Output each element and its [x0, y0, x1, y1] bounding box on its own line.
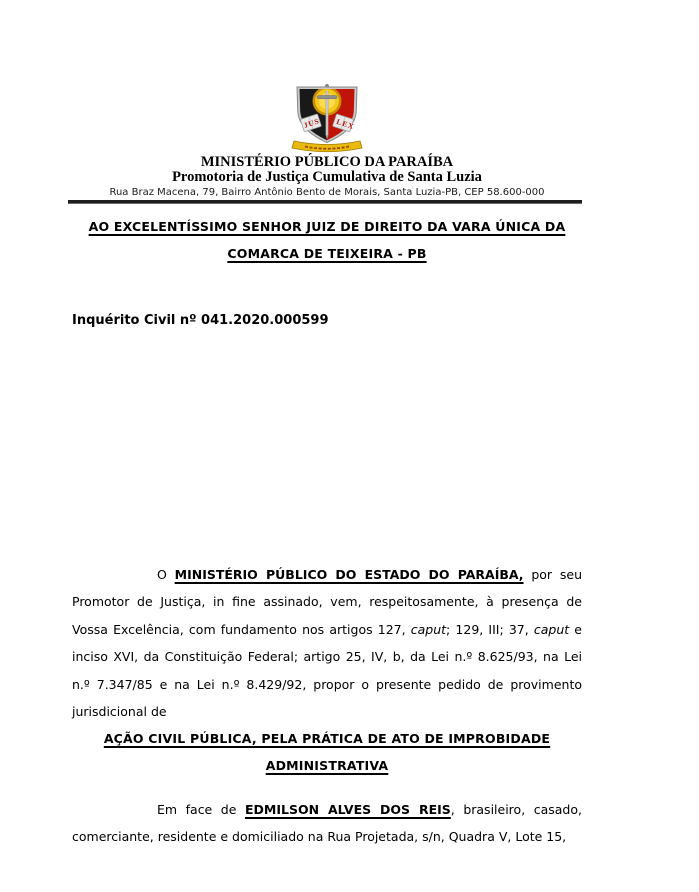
addressee-heading — [72, 213, 582, 267]
text-segment: e inciso XVI, da Constituição Federal; artigo 25, IV, b, da Lei n.º 8.625/93, na Lei n.º 7.347/85 e na Lei n.º 8.429/92, propor o presente pedido de provimento jurisdicional de — [72, 621, 582, 720]
addressee-line-2: COMARCA DE TEIXEIRA - PB — [227, 246, 427, 261]
org-address: Rua Braz Macena, 79, Bairro Antônio Bento de Morais, Santa Luzia-PB, CEP 58.600-000 — [109, 187, 545, 198]
emblem-book-left-text: JUS — [302, 116, 321, 130]
addressee-line-1: AO EXCELENTÍSSIMO SENHOR JUIZ DE DIREITO DA VARA ÚNICA DA — [88, 219, 566, 234]
header-rule — [68, 200, 582, 204]
text-segment: por seu Promotor de Justiça, in fine assinado, vem, respeitosamente, à presença de Vossa Excelência, com fundamento nos artigos 127, — [72, 567, 582, 637]
org-department: Promotoria de Justiça Cumulativa de Santa Luzia — [172, 169, 482, 185]
action-title-line-1: AÇÃO CIVIL PÚBLICA, PELA PRÁTICA DE ATO DE IMPROBIDADE — [103, 731, 551, 746]
text-segment: caput — [410, 621, 447, 637]
opening-paragraph — [72, 561, 582, 725]
action-title-line-2: ADMINISTRATIVA — [265, 758, 389, 773]
text-segment: EDMILSON ALVES DOS REIS — [244, 802, 451, 817]
emblem-book-right-text: LEX — [335, 117, 356, 132]
text-segment: MINISTÉRIO PÚBLICO DO ESTADO DO PARAÍBA, — [174, 567, 524, 582]
case-reference: Inquérito Civil nº 041.2020.000599 — [72, 313, 329, 328]
defendant-paragraph — [72, 796, 582, 851]
text-segment: Em face de — [157, 802, 245, 817]
org-name: MINISTÉRIO PÚBLICO DA PARAÍBA — [200, 154, 454, 170]
text-segment: ; 129, III; 37, — [446, 621, 534, 637]
page-content — [72, 0, 582, 892]
mp-paraiba-emblem-icon — [289, 84, 365, 156]
text-segment: , brasileiro, casado, comerciante, residente e domiciliado na Rua Projetada, s/n, Quadra V, Lote 15, — [72, 802, 582, 845]
text-segment: caput — [533, 621, 570, 637]
text-segment: O — [157, 567, 175, 582]
action-title — [72, 725, 582, 779]
